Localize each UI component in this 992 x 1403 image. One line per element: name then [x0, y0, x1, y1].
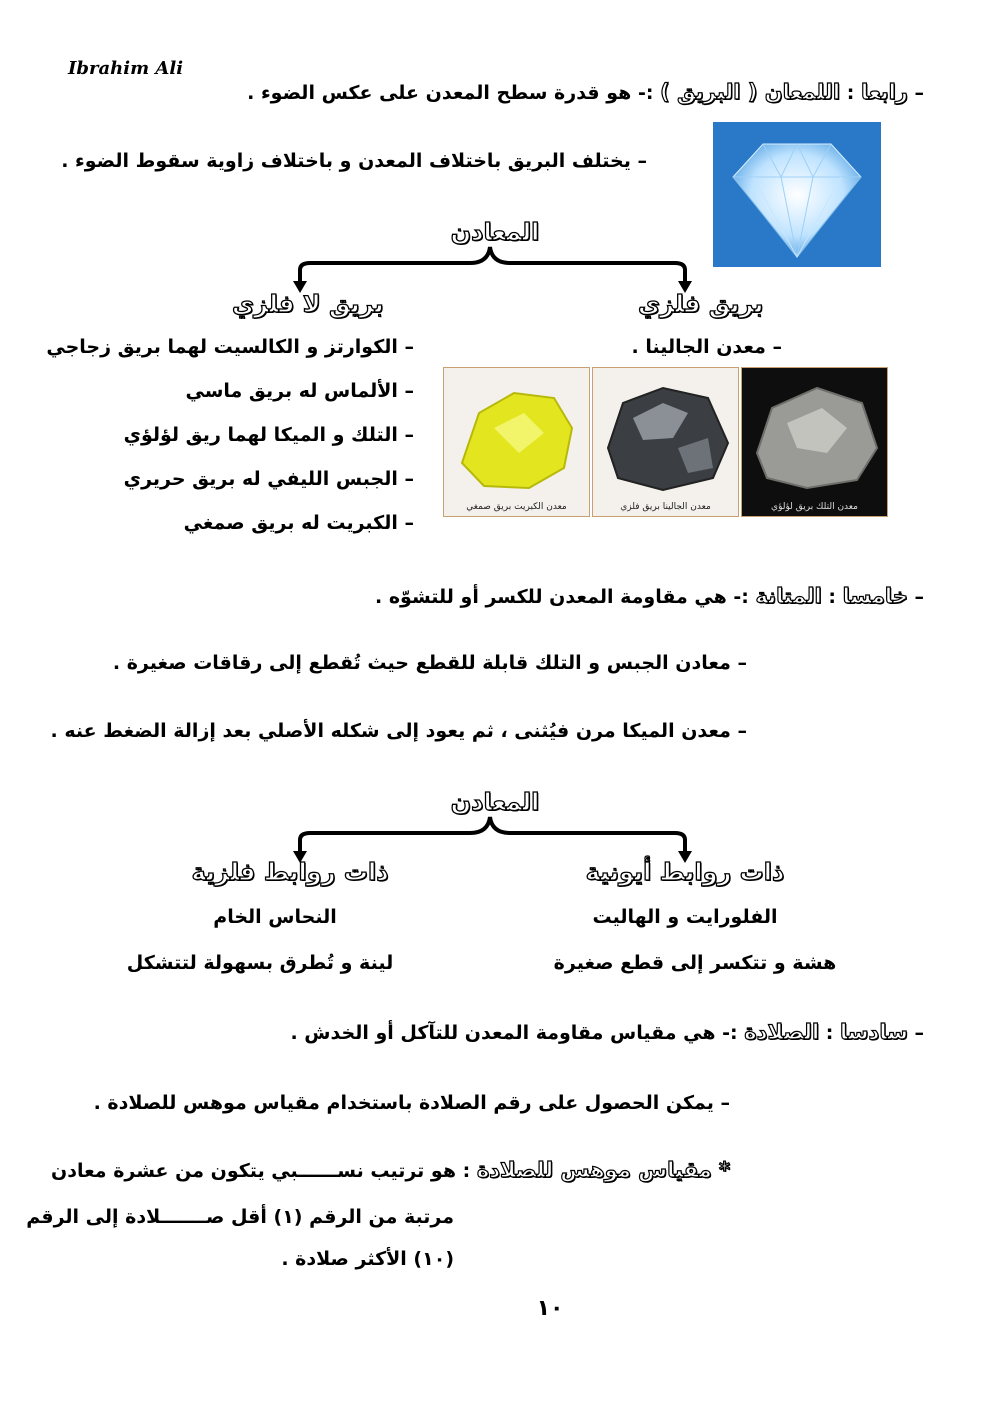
- nonmetallic-item: – الكوارتز و الكالسيت لهما بريق زجاجي: [46, 336, 414, 358]
- ionic-examples: الفلورايت و الهاليت: [592, 906, 778, 928]
- metallic-examples: النحاس الخام: [213, 906, 337, 928]
- nonmetallic-item: – الكبريت له بريق صمغي: [183, 512, 414, 534]
- tenacity-point: – معدن الميكا مرن فيُثنى ، ثم يعود إلى شكله الأصلي بعد إزالة الضغط عنه .: [50, 720, 747, 742]
- hardness-label: سادسا: [840, 1020, 908, 1044]
- mohs-line-2: مرتبة من الرقم (١) أقل صـــــــلادة إلى الرقم: [26, 1206, 454, 1228]
- mohs-text: : هو ترتيب نســــــبي يتكون من عشرة معادن: [50, 1160, 471, 1182]
- hardness-point: – يمكن الحصول على رقم الصلادة باستخدام مقياس موهس للصلادة .: [93, 1092, 730, 1114]
- sulfur-caption: معدن الكبريت بريق صمغي: [466, 502, 567, 512]
- galena-photo: [592, 367, 739, 517]
- luster-definition: :- هو قدرة سطح المعدن على عكس الضوء .: [247, 82, 654, 104]
- metallic-item: – معدن الجالينا .: [631, 336, 782, 358]
- luster-note: – يختلف البريق باختلاف المعدن و باختلاف زاوية سقوط الضوء .: [61, 150, 647, 172]
- nonmetallic-item: – التلك و الميكا لهما ريق لؤلؤي: [123, 424, 414, 446]
- tenacity-label: خامسا: [842, 584, 908, 608]
- tenacity-heading: – خامسا : المتانة :- هي مقاومة المعدن للكسر أو للتشوّه .: [374, 584, 924, 608]
- luster-heading: – رابعا : اللمعان ( البريق ) :- هو قدرة سطح المعدن على عكس الضوء .: [247, 80, 924, 104]
- hardness-definition: :- هي مقياس مقاومة المعدن للتآكل أو الخدش .: [290, 1022, 738, 1044]
- talc-photo: [741, 367, 888, 517]
- ionic-property: هشة و تتكسر إلى قطع صغيرة: [553, 952, 837, 974]
- tenacity-definition: :- هي مقاومة المعدن للكسر أو للتشوّه .: [374, 586, 749, 608]
- nonmetallic-luster-title: بريق لا فلزي: [232, 290, 384, 318]
- diagram1-title: المعادن: [450, 218, 540, 246]
- galena-caption: معدن الجالينا بريق فلزي: [620, 502, 711, 512]
- page-number: ١٠: [536, 1296, 564, 1321]
- tenacity-point: – معادن الجبس و التلك قابلة للقطع حيث تُقطع إلى رقاقات صغيرة .: [112, 652, 747, 674]
- diagram2-title: المعادن: [450, 788, 540, 816]
- mohs-line-3: (١٠) الأكثر صلادة .: [281, 1248, 454, 1270]
- luster-label: رابعا: [860, 80, 908, 104]
- diagram1-brace: [290, 245, 700, 295]
- mohs-term: * مقياس موهس للصلادة: [476, 1158, 730, 1182]
- metallic-property: لينة و تُطرق بسهولة لتتشكل: [126, 952, 394, 974]
- luster-term: اللمعان ( البريق ): [660, 80, 841, 104]
- nonmetallic-item: – الجبس الليفي له بريق حريري: [123, 468, 414, 490]
- tenacity-term: المتانة: [755, 584, 822, 608]
- metallic-luster-title: بريق فلزي: [638, 290, 764, 318]
- hardness-term: الصلادة: [744, 1020, 820, 1044]
- sulfur-photo: [443, 367, 590, 517]
- ionic-bonds-title: ذات روابط أيونية: [585, 858, 785, 886]
- diamond-image: [713, 122, 881, 267]
- mohs-line-1: [51, 1158, 730, 1182]
- talc-caption: معدن التلك بريق لؤلؤي: [771, 502, 858, 512]
- hardness-heading: – سادسا : الصلادة :- هي مقياس مقاومة المعدن للتآكل أو الخدش .: [290, 1020, 924, 1044]
- metallic-bonds-title: ذات روابط فلزية: [191, 858, 389, 886]
- nonmetallic-item: – الألماس له بريق ماسي: [185, 380, 414, 402]
- author-name: Ibrahim Ali: [68, 58, 184, 79]
